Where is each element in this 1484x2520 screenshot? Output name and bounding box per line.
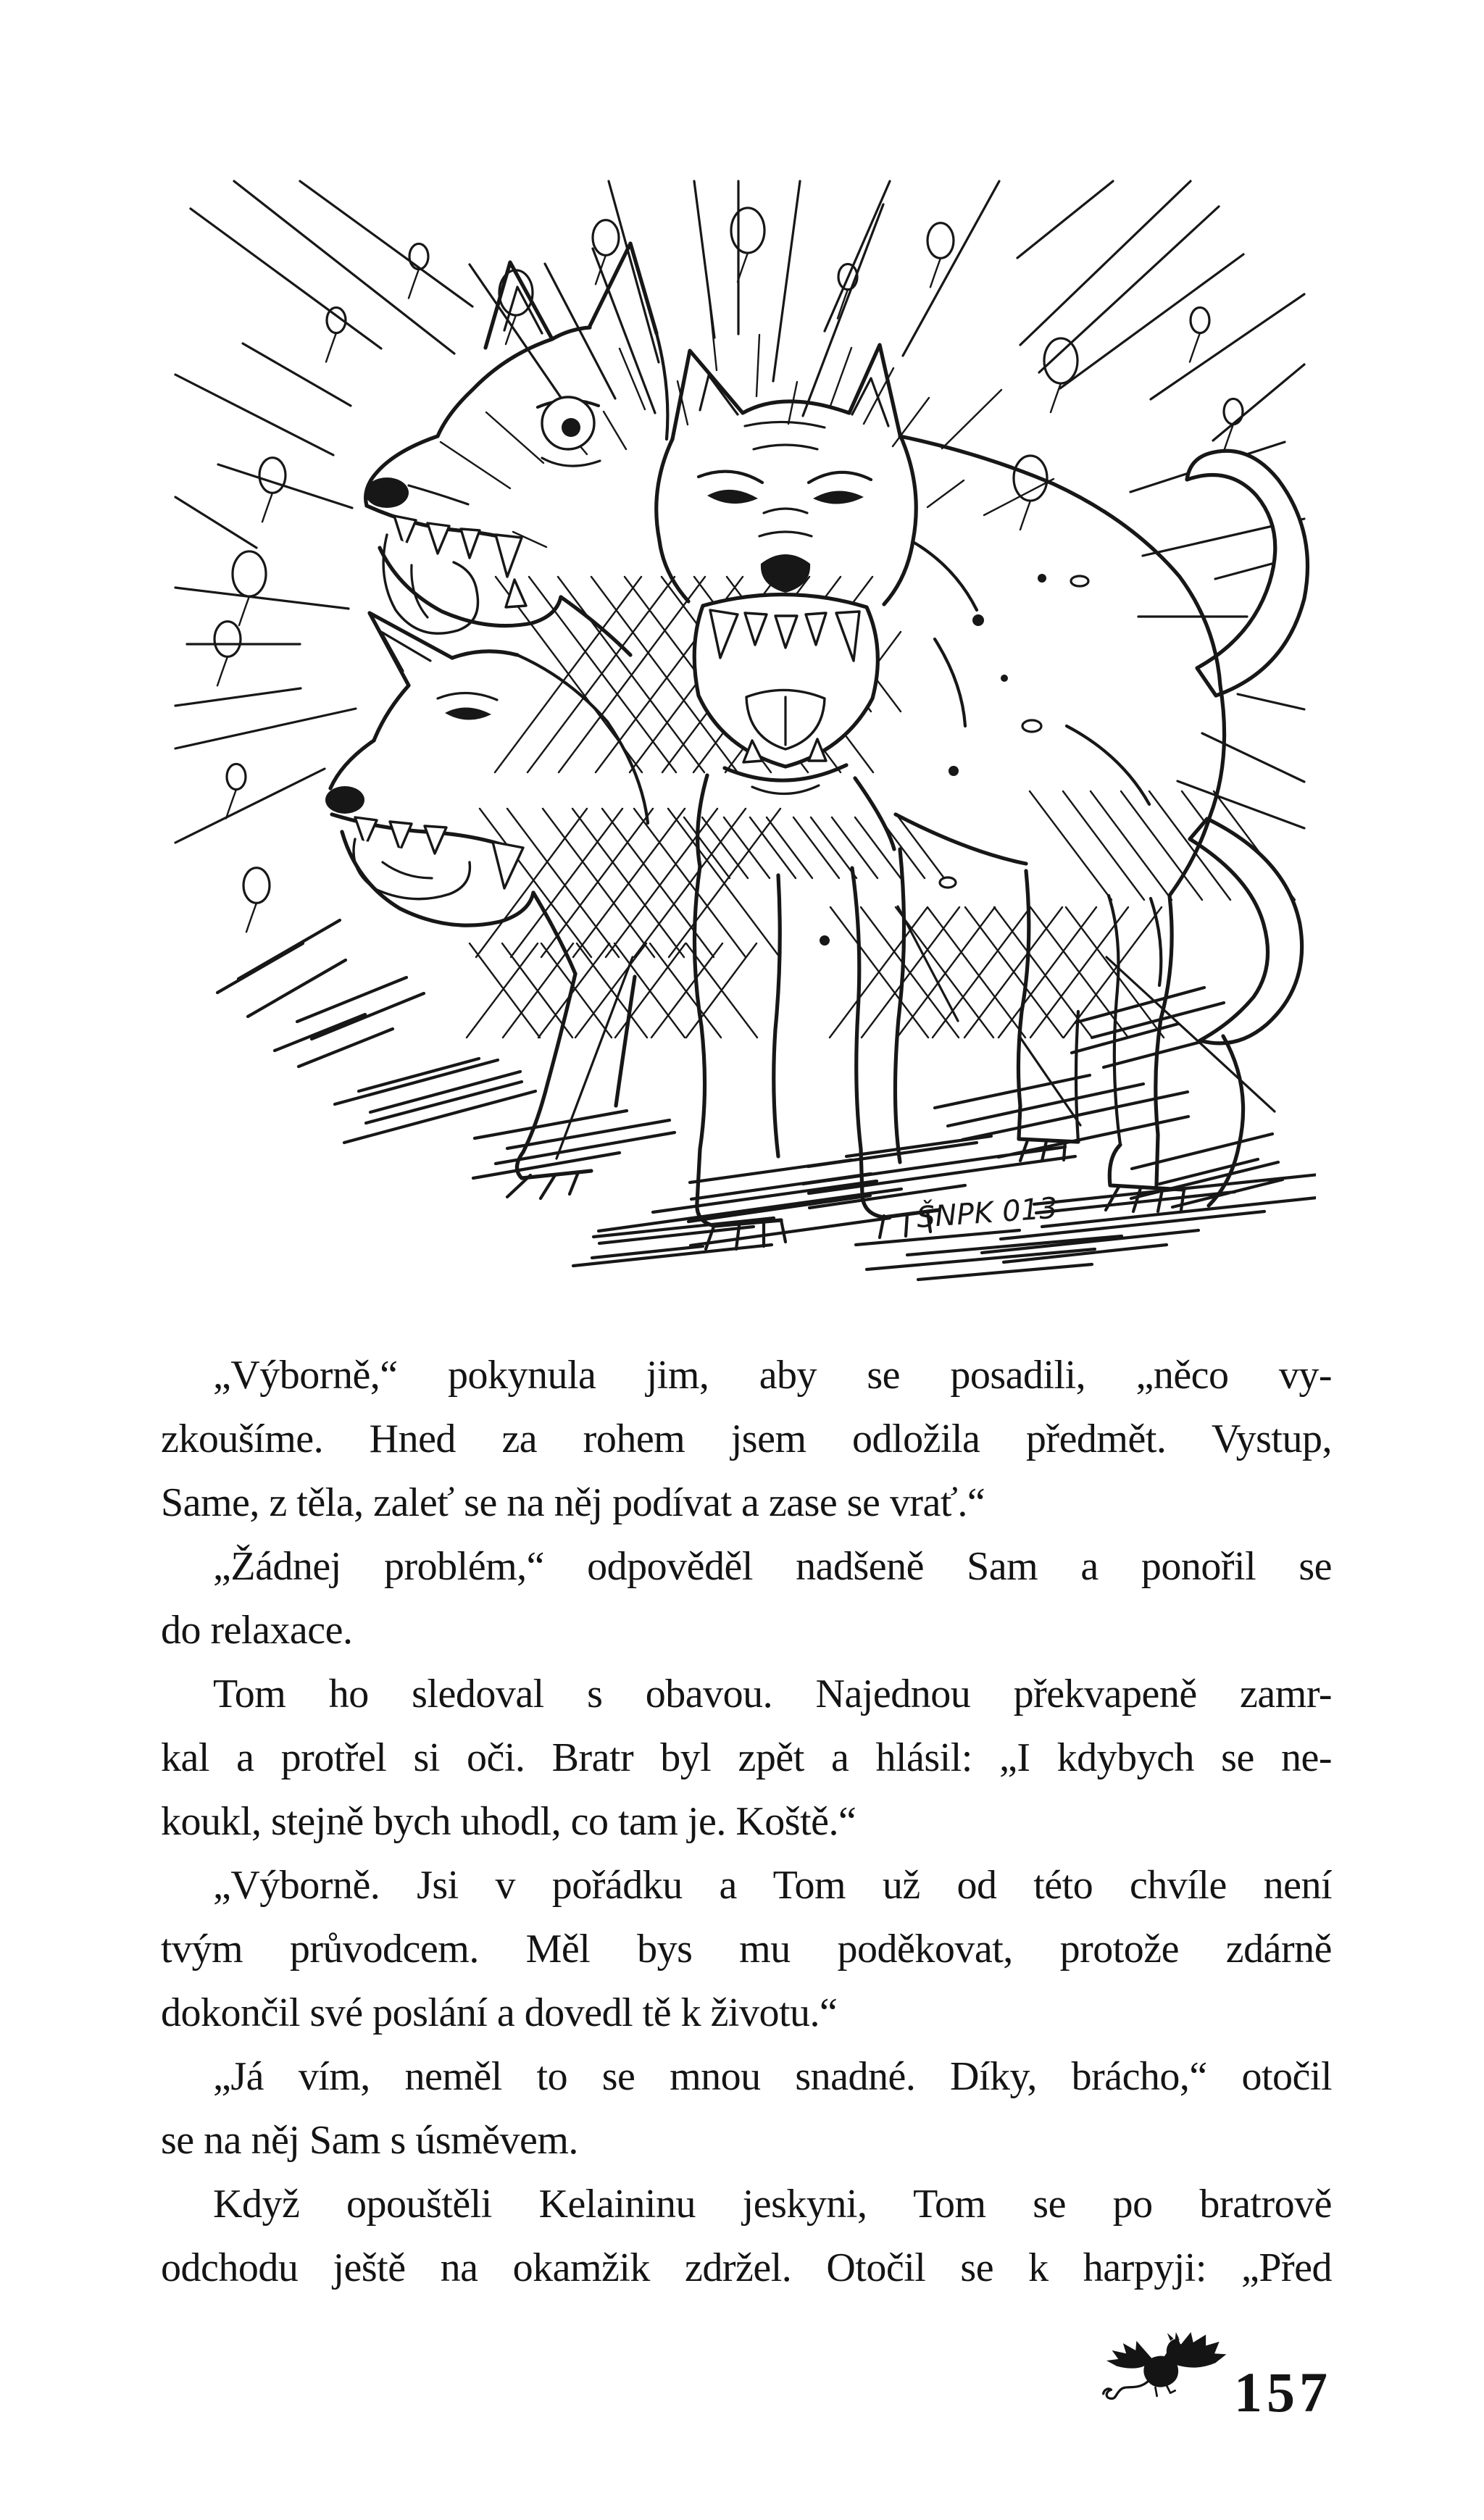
text-block (161, 1343, 1332, 2300)
text-line: „Já vím, neměl to se mnou snadné. Díky, brácho,“ otočil (213, 2054, 1332, 2099)
ground-shading (217, 920, 1316, 1280)
text-line: do relaxace. (161, 1608, 353, 1653)
text-line: odchodu ještě na okamžik zdržel. Otočil se k harpyji: „Před (161, 2245, 1332, 2290)
text-line: koukl, stejně bych uhodl, co tam je. Koště.“ (161, 1799, 856, 1844)
text-line: „Výborně,“ pokynula jim, aby se posadili, „něco vy- (213, 1353, 1332, 1398)
dragon-icon (1089, 2319, 1231, 2411)
text-line: „Výborně. Jsi v pořádku a Tom už od této chvíle není (213, 1863, 1332, 1908)
text-line: tvým průvodcem. Měl bys mu poděkovat, protože zdárně (161, 1927, 1332, 1972)
head-center (656, 345, 917, 794)
page-number: 157 (1234, 2361, 1332, 2424)
text-line: Same, z těla, zaleť se na něj podívat a zase se vrať.“ (161, 1480, 985, 1525)
cerberus-illustration-svg (164, 171, 1316, 1301)
text-line: dokončil své poslání a dovedl tě k životu.“ (161, 1990, 838, 2035)
body (820, 436, 1225, 1211)
head-upper-left (365, 243, 667, 655)
text-line: Tom ho sledoval s obavou. Najednou překvapeně zamr- (213, 1672, 1332, 1716)
cerberus-illustration (164, 171, 1316, 1301)
text-line: zkoušíme. Hned za rohem jsem odložila předmět. Vystup, (161, 1417, 1332, 1461)
text-line: kal a protřel si oči. Bratr byl zpět a hlásil: „I kdybych se ne- (161, 1735, 1332, 1780)
page-footer (161, 2308, 1332, 2424)
text-line: „Žádnej problém,“ odpověděl nadšeně Sam a ponořil se (213, 1544, 1332, 1589)
artist-signature: ŠNPK 013 (915, 1191, 1059, 1235)
text-line: Když opouštěli Kelaininu jeskyni, Tom se po bratrově (213, 2182, 1332, 2227)
text-line: se na něj Sam s úsměvem. (161, 2118, 578, 2163)
head-lower-left (325, 613, 648, 974)
